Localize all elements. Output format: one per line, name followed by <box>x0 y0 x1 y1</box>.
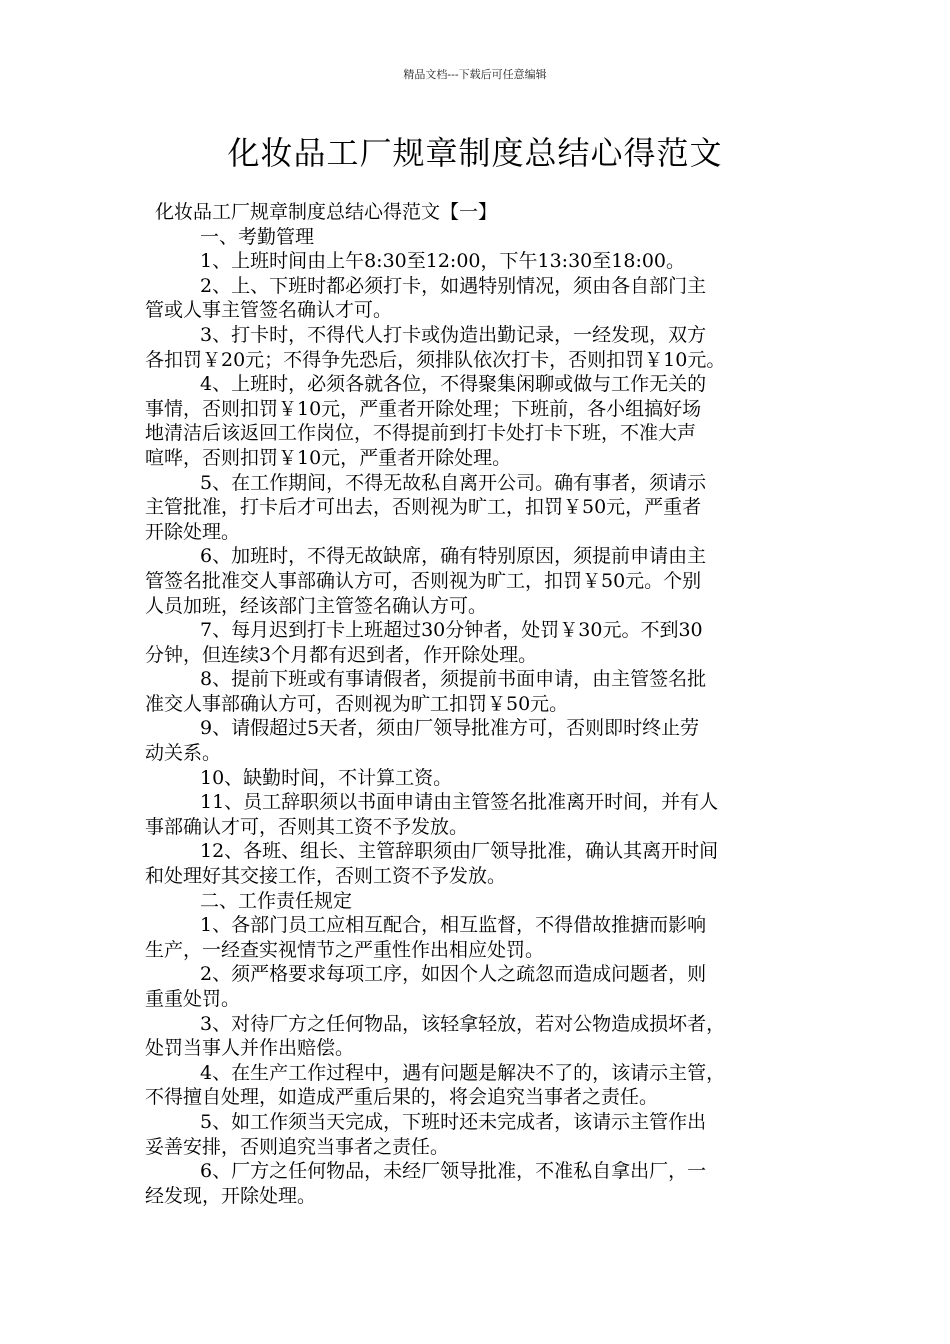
body-line: 6、厂方之任何物品，未经厂领导批准，不准私自拿出厂，一 <box>200 1160 707 1183</box>
body-line: 4、在生产工作过程中，遇有问题是解决不了的，该请示主管， <box>200 1061 726 1084</box>
body-line: 妥善安排，否则追究当事者之责任。 <box>145 1135 450 1158</box>
body-line: 分钟，但连续3个月都有迟到者，作开除处理。 <box>145 643 538 666</box>
body-line: 7、每月迟到打卡上班超过30分钟者，处罚￥30元。不到30 <box>200 619 703 642</box>
body-line: 10、缺勤时间，不计算工资。 <box>200 766 453 789</box>
body-line: 8、提前下班或有事请假者，须提前书面申请，由主管签名批 <box>200 668 707 691</box>
body-line: 3、打卡时，不得代人打卡或伪造出勤记录，一经发现，双方 <box>200 323 707 346</box>
body-line: 喧哗，否则扣罚￥10元，严重者开除处理。 <box>145 446 512 469</box>
body-line: 1、上班时间由上午8:30至12:00，下午13:30至18:00。 <box>200 250 686 273</box>
body-line: 6、加班时，不得无故缺席，确有特别原因，须提前申请由主 <box>200 545 707 568</box>
body-line: 地清洁后该返回工作岗位，不得提前到打卡处打卡下班，不准大声 <box>145 422 697 445</box>
body-line: 4、上班时，必须各就各位，不得聚集闲聊或做与工作无关的 <box>200 373 707 396</box>
body-line: 主管批准，打卡后才可出去，否则视为旷工，扣罚￥50元，严重者 <box>145 496 702 519</box>
body-line: 管或人事主管签名确认才可。 <box>145 299 393 322</box>
body-line: 一、考勤管理 <box>200 225 315 248</box>
body-line: 2、上、下班时都必须打卡，如遇特别情况，须由各自部门主 <box>200 274 707 297</box>
body-line: 各扣罚￥20元；不得争先恐后，须排队依次打卡，否则扣罚￥10元。 <box>145 348 726 371</box>
body-line: 人员加班，经该部门主管签名确认方可。 <box>145 594 488 617</box>
body-line: 生产，一经查实视情节之严重性作出相应处罚。 <box>145 938 545 961</box>
body-line: 化妆品工厂规章制度总结心得范文【一】 <box>155 201 498 223</box>
body-line: 9、请假超过5天者，须由厂领导批准方可，否则即时终止劳 <box>200 717 700 740</box>
body-line: 12、各班、组长、主管辞职须由厂领导批准，确认其离开时间 <box>200 840 719 863</box>
document-body <box>145 200 815 1208</box>
body-line: 11、员工辞职须以书面申请由主管签名批准离开时间，并有人 <box>200 791 719 814</box>
body-line: 2、须严格要求每项工序，如因个人之疏忽而造成问题者，则 <box>200 963 707 986</box>
body-line: 重重处罚。 <box>145 988 241 1010</box>
body-line: 1、各部门员工应相互配合，相互监督，不得借故推搪而影响 <box>200 914 707 937</box>
body-line: 5、在工作期间，不得无故私自离开公司。确有事者，须请示 <box>200 471 707 494</box>
body-line: 5、如工作须当天完成，下班时还未完成者，该请示主管作出 <box>200 1110 707 1133</box>
body-line: 处罚当事人并作出赔偿。 <box>145 1037 355 1060</box>
body-line: 和处理好其交接工作，否则工资不予发放。 <box>145 865 507 888</box>
page-header-note: 精品文档---下载后可任意编辑 <box>403 68 547 81</box>
body-line: 准交人事部确认方可，否则视为旷工扣罚￥50元。 <box>145 692 569 715</box>
body-line: 3、对待厂方之任何物品，该轻拿轻放，若对公物造成损坏者， <box>200 1012 726 1035</box>
body-line: 动关系。 <box>145 742 222 765</box>
body-line: 事部确认才可，否则其工资不予发放。 <box>145 815 469 838</box>
body-line: 二、工作责任规定 <box>200 889 353 912</box>
body-line: 事情，否则扣罚￥10元，严重者开除处理；下班前，各小组搞好场 <box>145 397 702 420</box>
body-line: 管签名批准交人事部确认方可，否则视为旷工，扣罚￥50元。个别 <box>145 569 702 592</box>
body-line: 经发现，开除处理。 <box>145 1184 317 1207</box>
body-line: 开除处理。 <box>145 520 241 543</box>
body-line: 不得擅自处理，如造成严重后果的，将会追究当事者之责任。 <box>145 1086 659 1109</box>
document-title: 化妆品工厂规章制度总结心得范文 <box>227 134 723 172</box>
